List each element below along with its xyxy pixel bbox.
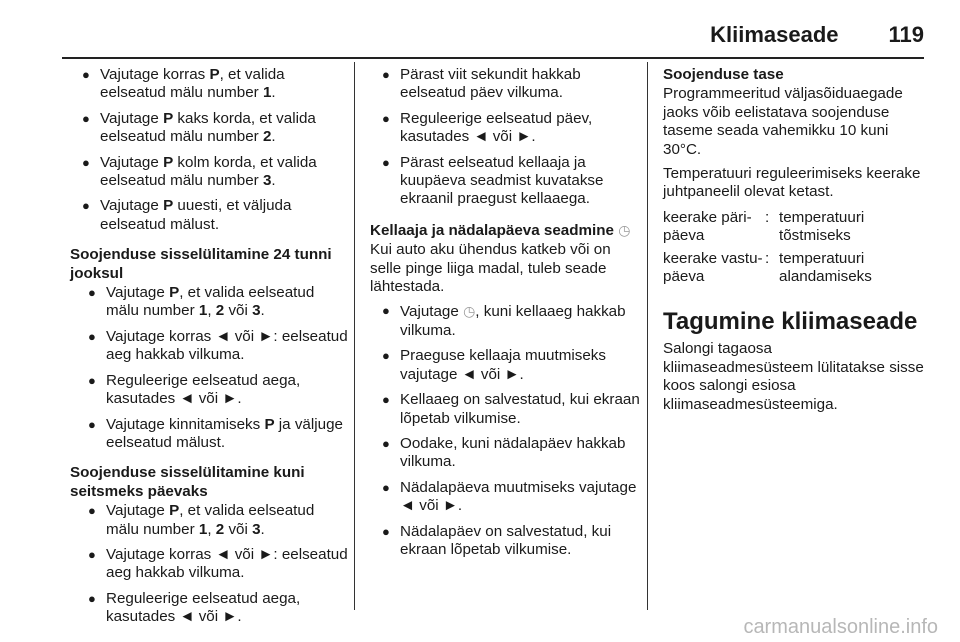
subheading-24h: Soojenduse sisselülitamine 24 tunni jooksul	[70, 246, 332, 282]
list-item: ● Vajutage ◷, kuni kellaaeg hakkab vilkuma.	[382, 303, 626, 339]
column-divider-2	[647, 62, 648, 610]
list-item: ● Vajutage P, et valida eelseatud mälu number 1, 2 või 3.	[88, 502, 315, 538]
column-1	[70, 66, 348, 634]
list-item: ● Nädalapäeva muutmiseks vajutage ◄ või ►.	[382, 478, 637, 515]
column-2	[370, 66, 640, 566]
memory-select-list	[70, 66, 348, 234]
table-row: keerake vastu-päeva : temperatuuri alandamiseks	[663, 249, 872, 286]
reset-note: Kui auto aku ühendus katkeb või on selle pinge liiga madal, tuleb seade lähtestada.	[370, 241, 611, 296]
list-item: ● Pärast viit sekundit hakkab eelseatud päev vilkuma.	[382, 66, 581, 102]
page-number: 119	[888, 22, 924, 47]
list-item: ● Praeguse kellaaja muutmiseks vajutage ◄ või ►.	[382, 347, 606, 383]
list-item: ● Vajutage P kaks korda, et valida eelseatud mälu number 2.	[82, 109, 316, 146]
time-setting-list	[370, 302, 640, 559]
list-item: ● Vajutage P kolm korda, et valida eelseatud mälu number 3.	[82, 153, 317, 190]
watermark: carmanualsonline.info	[743, 615, 938, 638]
list-item: ● Nädalapäev on salvestatud, kui ekraan lõpetab vilkumise.	[382, 522, 612, 558]
clock-icon: ◷	[463, 303, 476, 320]
clock-icon: ◷	[618, 221, 631, 238]
day-setting-list	[370, 66, 640, 209]
column-3	[663, 66, 925, 420]
chapter-title: Kliimaseade	[710, 22, 839, 47]
column-divider-1	[354, 62, 355, 610]
list-item: ● Kellaaeg on salvestatud, kui ekraan lõpetab vilkumise.	[382, 391, 640, 427]
list-item: ● Vajutage P uuesti, et väljuda eelseatud mälust.	[82, 197, 292, 233]
rotation-table	[663, 209, 923, 291]
page-header	[710, 22, 924, 52]
list-item: ● Pärast eelseatud kellaaja ja kuupäeva seadmist kuvatakse ekraanil praegust kellaaega.	[382, 153, 604, 208]
list-item: ● Reguleerige eelseatud aega, kasutades ◄ või ►.	[88, 589, 301, 626]
list-item: ● Oodake, kuni nädalapäev hakkab vilkuma.	[382, 434, 626, 471]
list-item: ● Vajutage kinnitamiseks P ja väljuge eelseatud mälust.	[88, 415, 343, 451]
heating-24h-list	[70, 284, 348, 452]
list-item: ● Vajutage korras ◄ või ►: eelseatud aeg hakkab vilkuma.	[88, 545, 348, 582]
subheading-heating-level: Soojenduse tase	[663, 66, 784, 83]
list-item: ● Vajutage korras P, et valida eelseatud mälu number 1.	[82, 66, 285, 102]
section-heading: Tagumine kliimaseade	[663, 308, 918, 336]
list-item: ● Reguleerige eelseatud päev, kasutades ◄ või ►.	[382, 109, 593, 146]
temperature-adjust-text: Temperatuuri reguleerimiseks keerake juhtpaneelil olevat ketast.	[663, 165, 921, 201]
list-item: ● Vajutage P, et valida eelseatud mälu number 1, 2 või 3.	[88, 284, 315, 320]
list-item: ● Reguleerige eelseatud aega, kasutades ◄ või ►.	[88, 371, 301, 408]
subheading-7days: Soojenduse sisselülitamine kuni seitsmeks päevaks	[70, 464, 305, 500]
list-item: ● Vajutage korras ◄ või ►: eelseatud aeg hakkab vilkuma.	[88, 327, 348, 364]
heating-level-text: Programmeeritud väljasõiduaegade jaoks võib eelistatava soojenduse taseme seada vahemikku 10 kuni 30°C.	[663, 85, 903, 158]
header-rule	[62, 57, 924, 59]
subheading-time-day: Kellaaja ja nädalapäeva seadmine ◷	[370, 221, 631, 239]
table-row: keerake päri-päeva : temperatuuri tõstmiseks	[663, 208, 865, 245]
rear-climate-text: Salongi tagaosa kliimaseadmesüsteem lülitatakse sisse koos salongi esiosa kliimaseadmesüsteemiga.	[663, 340, 924, 413]
heating-7days-list	[70, 502, 348, 626]
